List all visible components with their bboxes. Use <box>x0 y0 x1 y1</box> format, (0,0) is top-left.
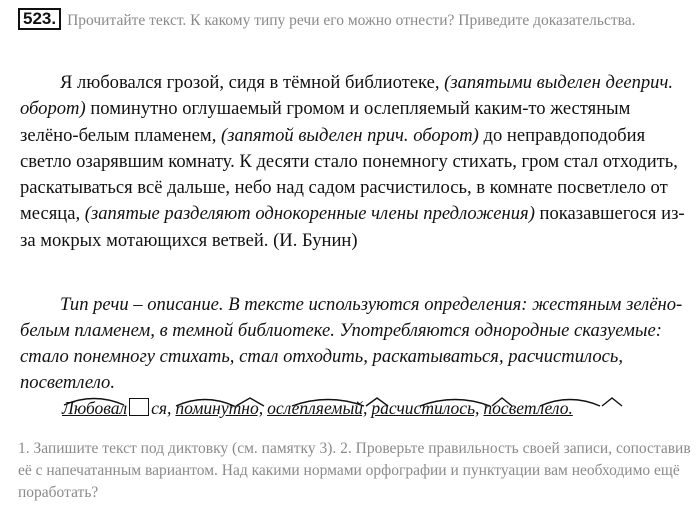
note-participle: (запятой выделен прич. оборот) <box>221 124 479 146</box>
text-part-2: поминутно оглушаемый громом и ослепляемый каким-то жестяным зелёно-белым пламенем, <box>20 98 631 146</box>
morph-word-2: поминутно, <box>175 398 264 418</box>
task-number: 523. <box>18 8 61 30</box>
gap-box <box>129 398 149 416</box>
text-part-4: показавшегося из-за мокрых мотающихся ветвей. (И. Бунин) <box>20 203 685 251</box>
text-part-1: Я любовался грозой, сидя в тёмной библиотеке, <box>60 72 445 93</box>
note-commas: , (запятые разделяют однокоренные члены предложения) <box>75 203 535 225</box>
morph-word-3: ослепляемый, <box>267 398 368 418</box>
task-instruction: Прочитайте текст. К какому типу речи его можно отнести? Приведите доказательства. <box>67 12 636 29</box>
morph-word-1-suffix: ся, <box>151 398 172 418</box>
main-text <box>20 70 688 254</box>
morph-word-4: расчистилось, <box>371 398 480 418</box>
task-header <box>18 8 688 32</box>
text-part-3: до неправдоподобия светло озарявшим комнату. К десяти стало понемногу стихать, гром стал отходить, раскатываться всё дальше, небо над садом расчистилось, в комнате посветлело от месяца <box>20 124 678 225</box>
footer-instructions: 1. Запишите текст под диктовку (см. памятку 3). 2. Проверьте правильность своей записи, сопоставив её с напечатанным вариантом. Над какими нормами орфографии и пунктуации вам необходимо ещё поработать? <box>18 440 691 501</box>
note-gerund: (запятыми выделен дееприч. оборот) <box>20 72 673 120</box>
suffix-cap-4 <box>602 398 622 406</box>
morph-word-5: посветлело. <box>483 398 573 418</box>
analysis-text <box>20 292 688 396</box>
morpheme-line <box>62 398 573 419</box>
analysis-body: Тип речи – описание. В тексте используются определения: жестяным зелёно-белым пламенем, в темной библиотеке. Употребляются однородные сказуемые: стало понемногу стихать, стал отходить, раскатываться, расчистилось, посветлело. <box>20 294 683 393</box>
morph-word-1-root: Любовал <box>62 398 128 418</box>
